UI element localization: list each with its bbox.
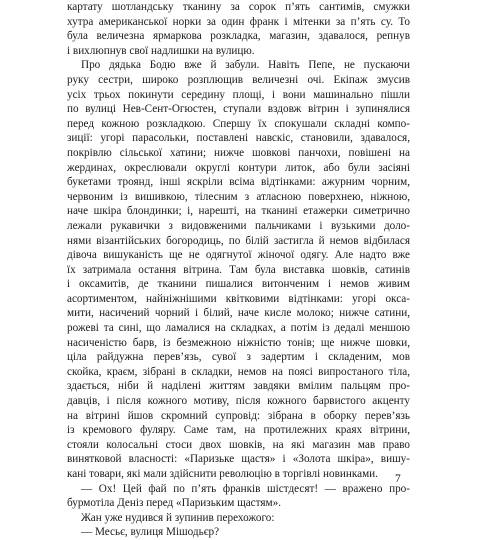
text-line: їх затримала остання вітрина. Там була виставка шовків, сатинів [67, 263, 410, 276]
text-line: насиченістю барв, із безмежною ніжністю тонів; ще нижче шовки, [67, 336, 410, 349]
text-line: покрівлю сільської хатини; нижче шовкові панчохи, повішені на [67, 146, 410, 159]
text-line: і оксамитів, де тканини пишалися витонченим і немов живим [67, 278, 410, 291]
text-line: жердинах, окреслювали округлі контури литок, або були засіяні [67, 161, 410, 174]
text-line: рожеві та сині, що ламалися на складках, а потім із дедалі меншою [67, 322, 410, 335]
text-line: стояли колосальні стоси двох шовків, на які магазин мав право [67, 438, 410, 451]
text-line: наче шкіра блондинки; і, нарешті, на тканині етажерки симетрично [67, 205, 410, 218]
text-line: дівоча вишуканість ще не одягнутої жіночої одягу. Але надто вже [67, 249, 410, 262]
text-line: букетами троянд, інші яскріли всіма відтінками: ажурним чорним, [67, 176, 410, 189]
text-line: Про дядька Бодю вже й забули. Навіть Пепе, не пускаючи [81, 59, 410, 72]
text-line: усіх трьох покинути середину площі, і вони машинально пішли [67, 88, 410, 101]
text-line: Жан уже нудився й зупинив перехожого: [81, 511, 275, 524]
text-line: ціла райдужна перев’язь, сувої з задертим і складеним, мов [67, 351, 410, 364]
text-line: червоним із вишивкою, тілесним з атласною поверхнею, ніжною, [67, 190, 410, 203]
text-line: зиції: угорі парасольки, поставлені навскіс, становили, здавалося, [67, 132, 410, 145]
text-line: по вулиці Нев-Сент-Огюстен, ступали вздовж вітрин і зупинялися [67, 103, 410, 116]
text-line: скойка, краєм, зібрані в складки, немов на поясі випростаного тіла, [67, 365, 410, 378]
text-line: винятковой власності: «Паризьке щастя» і «Золота шкіра», вишу- [67, 453, 410, 466]
page-number: 7 [395, 473, 401, 485]
text-line: бурмотіла Деніз перед «Паризьким щастям». [67, 497, 281, 510]
text-line: нями візантійських богородиць, по білій застигла й немов відбилася [67, 234, 410, 247]
text-line: — Месьє, вулиця Мішодьєр? [81, 526, 220, 539]
text-line: лежали рукавички з видовженими пальчиками і вузькими доло- [67, 219, 410, 232]
book-page-text [67, 0, 410, 540]
text-line: картату шотландську тканину за сорок п’ять сантимів, смужки [67, 1, 410, 13]
text-line: перед кожною розкладкою. Спершу їх спокушали складні компо- [67, 117, 410, 130]
text-line: здається, ніби й наділені життям завдяки вмілим пальцям про- [67, 380, 410, 393]
text-line: і вихлюпнув свої надлишки на вулицю. [67, 44, 255, 57]
text-line: асортиментом, найніжнішими квітковими відтінками: угорі окса- [67, 292, 410, 305]
text-line: кані товари, які мали здійснити революцію в торгівлі новинками. [67, 468, 378, 480]
text-line: руку сестри, широко розплющив величезні очі. Екіпаж змусив [67, 73, 410, 86]
text-line: — Ох! Цей фай по п’ять франків шістдесят! — вражено про- [81, 482, 410, 495]
text-line: мити, насичений чорний і білий, наче кисле молоко; нижче сатини, [67, 307, 410, 320]
text-line: була величезна ярмаркова розкладка, магазин, здавалося, репнув [67, 30, 410, 43]
text-line: давців, і після кожного мотиву, після кожного барвистого акценту [67, 395, 410, 408]
text-line: на вітрині йшов скромний супровід: зібрана в оборку перев’язь [67, 409, 410, 422]
text-line: хутра американської норки за один франк і мітенки за п’ять су. То [67, 15, 410, 28]
text-line: із кремового фуляру. Саме там, на протилежних краях вітрини, [67, 424, 410, 437]
